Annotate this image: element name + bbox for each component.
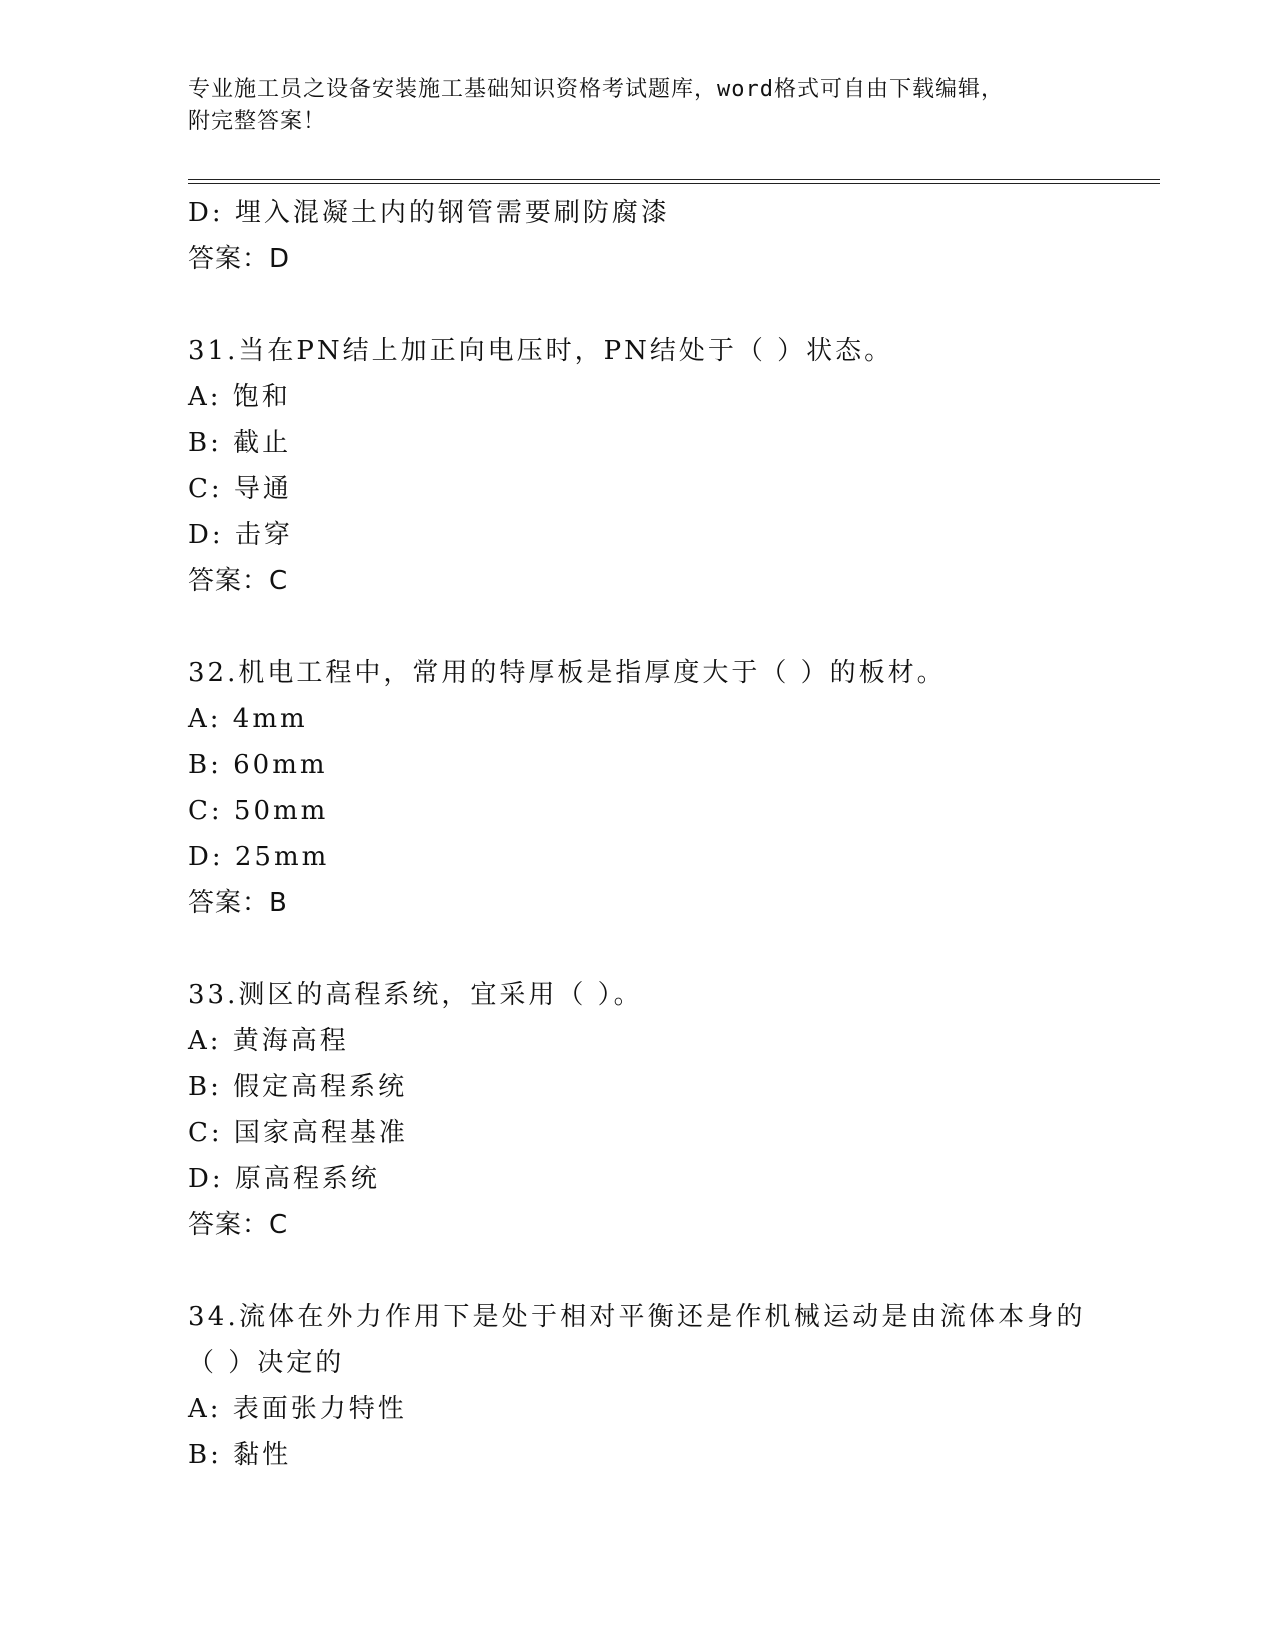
spacer <box>188 604 1148 650</box>
option-b: B: 60mm <box>188 750 328 780</box>
header-divider-top <box>188 179 1160 180</box>
option-a: A: 4mm <box>188 704 308 734</box>
question-list <box>188 190 1148 1478</box>
option-b: B: 假定高程系统 <box>188 1072 408 1102</box>
option-b: B: 截止 <box>188 428 292 458</box>
question-31 <box>188 328 1148 604</box>
answer: 答案：C <box>188 1210 289 1240</box>
answer: 答案：B <box>188 888 288 918</box>
option-c: C: 导通 <box>188 474 292 504</box>
header-divider-bottom <box>188 183 1160 184</box>
question-stem: 33.测区的高程系统，宜采用（ ）。 <box>188 980 643 1010</box>
option-a: A: 表面张力特性 <box>188 1394 407 1424</box>
question-34 <box>188 1294 1148 1478</box>
question-32 <box>188 650 1148 926</box>
question-stem: 32.机电工程中，常用的特厚板是指厚度大于（ ）的板材。 <box>188 658 946 688</box>
document-header <box>188 74 1088 138</box>
prev-answer: 答案：D <box>188 244 291 274</box>
option-d: D: 原高程系统 <box>188 1164 380 1194</box>
option-c: C: 国家高程基准 <box>188 1118 408 1148</box>
header-line-2: 附完整答案！ <box>188 109 327 134</box>
option-a: A: 饱和 <box>188 382 291 412</box>
option-d: D: 25mm <box>188 842 330 872</box>
question-stem: 31.当在PN结上加正向电压时，PN结处于（ ）状态。 <box>188 336 894 366</box>
spacer <box>188 926 1148 972</box>
option-b: B: 黏性 <box>188 1440 292 1470</box>
question-33 <box>188 972 1148 1248</box>
option-d: D: 击穿 <box>188 520 293 550</box>
answer: 答案：C <box>188 566 289 596</box>
option-c: C: 50mm <box>188 796 329 826</box>
header-line-1: 专业施工员之设备安装施工基础知识资格考试题库，word格式可自由下载编辑， <box>188 77 1004 102</box>
spacer <box>188 1248 1148 1294</box>
question-stem-line-2: （ ）决定的 <box>188 1348 345 1378</box>
prev-option-d: D: 埋入混凝土内的钢管需要刷防腐漆 <box>188 198 670 228</box>
question-stem-line-1: 34.流体在外力作用下是处于相对平衡还是作机械运动是由流体本身的 <box>188 1302 1086 1332</box>
spacer <box>188 282 1148 328</box>
option-a: A: 黄海高程 <box>188 1026 349 1056</box>
